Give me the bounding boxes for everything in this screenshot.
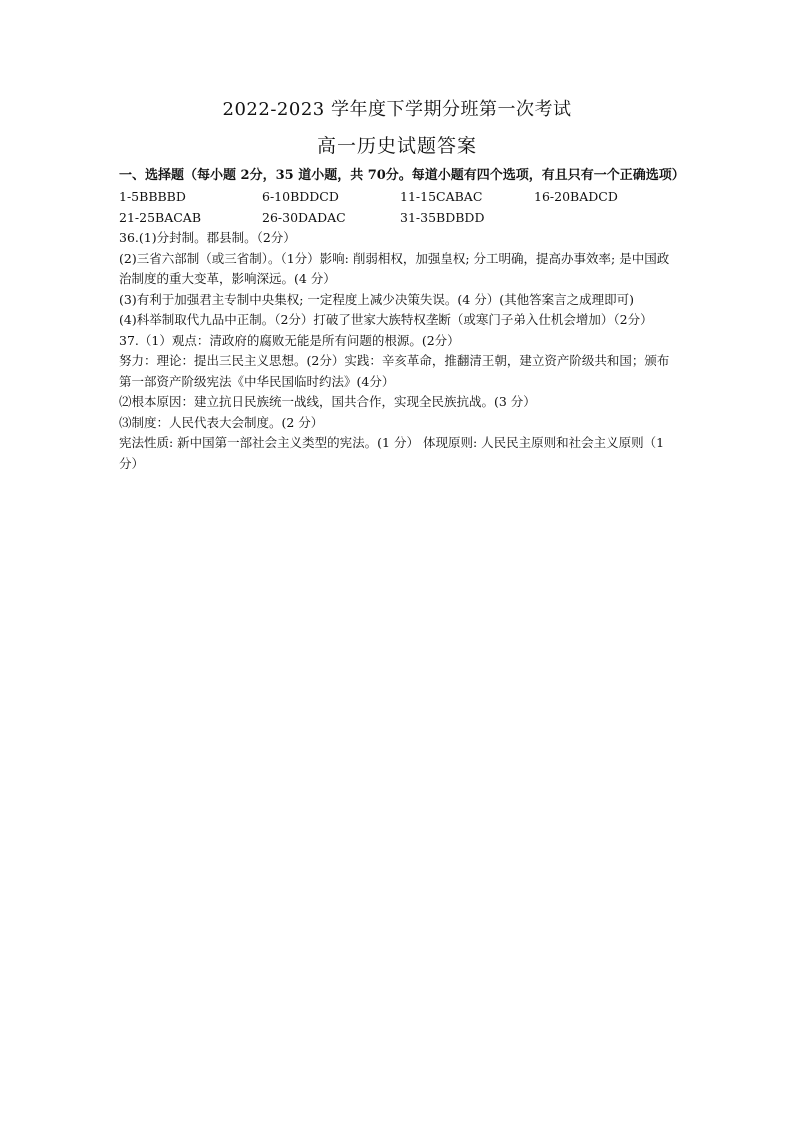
exam-subtitle: 高一历史试题答案 (316, 135, 477, 157)
answer-group: 31-35BDBDD (400, 209, 485, 225)
answer-group: 26-30DADAC (262, 209, 346, 225)
answer-content (119, 165, 685, 474)
answer-group: 21-25BACAB (119, 209, 202, 225)
answer-group: 11-15CABAC (400, 189, 483, 204)
multiple-choice-answers (119, 187, 679, 228)
q37-part1: 37.（1）观点：清政府的腐败无能是所有问题的根源。(2分） (119, 332, 460, 348)
section-multiple-choice-heading: 一、选择题（每小题 2分，35 道小题，共 70分。每道小题有四个选项，有且只有一个正确选项） (119, 168, 685, 183)
q36-part3: (3)有利于加强君主专制中央集权; 一定程度上减少决策失误。(4 分）(其他答案言之成理即可) (119, 291, 634, 307)
answer-group: 16-20BADCD (534, 189, 618, 204)
exam-title: 2022-2023 学年度下学期分班第一次考试 (222, 99, 572, 120)
q37-part2: ⑵根本原因：建立抗日民族统一战线，国共合作，实现全民族抗战。(3 分） (119, 394, 536, 409)
q37-efforts: 努力：理论：提出三民主义思想。(2分）实践：辛亥革命，推翻清王朝，建立资产阶级共和国；颁布第一部资产阶级宪法《中华民国临时约法》(4分） (119, 353, 670, 389)
q36-part1: 36.(1)分封制。郡县制。（2分） (119, 230, 296, 245)
q36-part2: (2)三省六部制（或三省制）。（1分）影响: 削弱相权，加强皇权; 分工明确，提高办事效率; 是中国政治制度的重大变革，影响深远。(4 分） (119, 250, 670, 286)
answer-group: 6-10BDDCD (262, 189, 339, 204)
q37-constitution: 宪法性质: 新中国第一部社会主义类型的宪法。(1 分） 体现原则: 人民民主原则和社会主义原则（1分） (119, 435, 665, 471)
q37-part3: ⑶制度：人民代表大会制度。(2 分） (119, 414, 324, 430)
q36-part4: (4)科举制取代九品中正制。（2分）打破了世家大族特权垄断（或寒门子弟入仕机会增加）（2分） (119, 312, 653, 327)
answer-group: 1-5BBBBD (119, 189, 186, 204)
